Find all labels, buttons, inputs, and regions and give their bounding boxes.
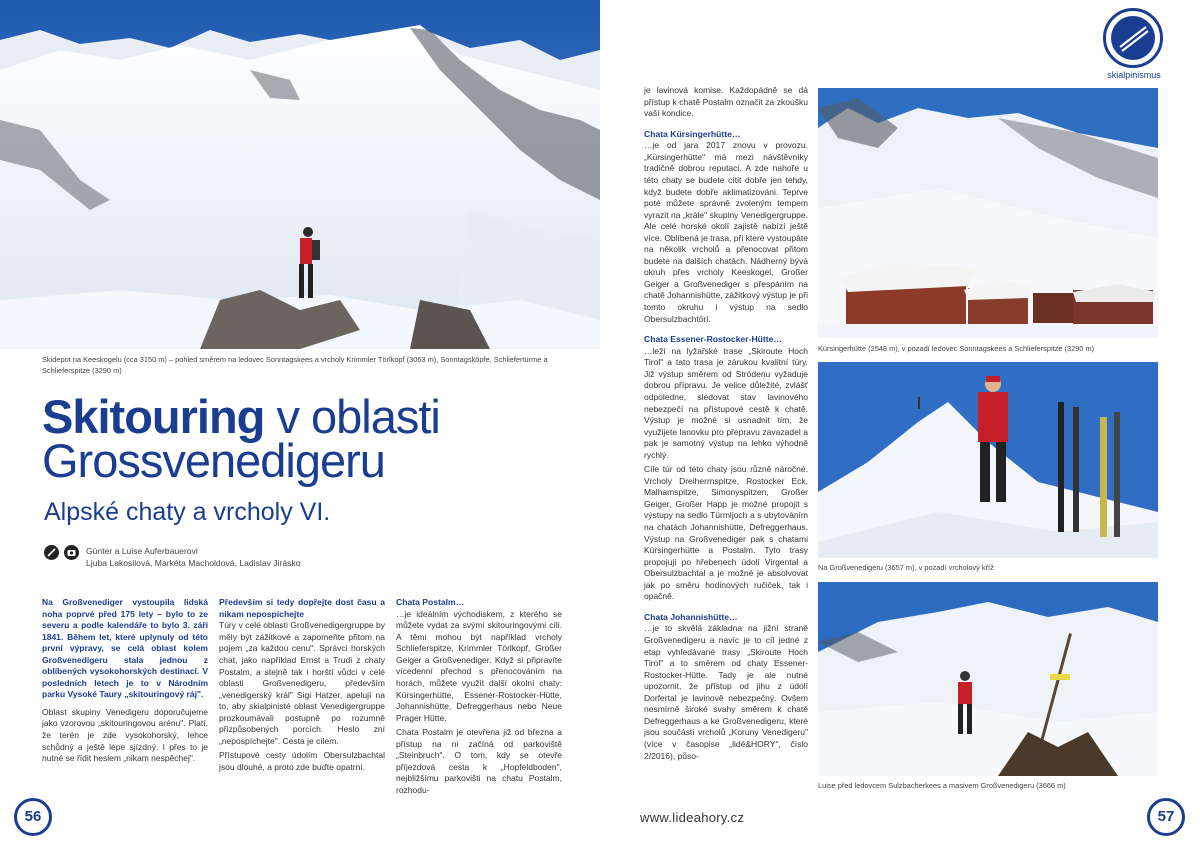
article-subtitle: Alpské chaty a vrcholy VI. — [44, 498, 331, 526]
page-number-right: 57 — [1147, 798, 1185, 836]
column-1 — [42, 597, 208, 768]
paragraph: Oblast skupiny Venedigeru doporučujeme jako vzorovou „skitouringovou arénu". Platí, že terén je zde vysokohorský, lehce schůdný a ještě lépe sjízdný. I přes to je nutné se řídit heslem „nikam nespěchej". — [42, 706, 208, 764]
paragraph: …je to skvělá základna na jižní straně Großvenedigeru a navíc je to cíl jedné z etap vyhledávané trasy „Skiroute Hoch Tirol" a to směrem od chaty Essener-Rostocker-Hütte. Tady je ale nutné upozornit, že přístup od jihu z údolí Dorfertal je lavinově nebezpečný. Ovšem nesmírně široké svahy směrem k chatě Defreggerhaus a ke Großvenedigeru, které jsou součástí vrcholů „Koruny Venedigeru" (více v časopise „lidé&HORY", číslo 2/2016), půso- — [644, 623, 808, 761]
page-number-left: 56 — [14, 798, 52, 836]
lead-paragraph: Na Großvenediger vystoupila lidská noha poprvé před 175 lety – bylo to ze severu a podle kalendáře to bylo 3. září 1841. Během let, které uplynuly od této první výpravy, se celá oblast kolem Großvenedigeru stala jednou z oblíbených vysokohorských destinací. V posledních letech je to v Národním parku Vysoké Taury „skitouringový ráj". — [42, 597, 208, 700]
website-url[interactable]: www.lideahory.cz — [640, 810, 745, 825]
section-heading: Chata Postalm… — [396, 597, 465, 607]
section-label: skialpinismus — [1107, 70, 1161, 80]
paragraph: …je ideálním východiskem, z kterého se můžete vydat za svými skitouringovými cíli. A těmi mohou být například vrcholy Schlieferspitze, Krimmler Törlkopf, Großer Geiger a Großvenediger. Když si připravíte vícedenní přechod s přenocováním na horách, můžete využít další okolní chaty: Kürsingerhütte, Essener-Rostocker-Hütte, Johannishütte, Defreggerhaus nebo Neue Prager Hütte. — [396, 608, 562, 723]
pen-icon — [44, 545, 59, 560]
paragraph: …je od jara 2017 znovu v provozu. „Kürsingerhütte" má mezi návštěvníky tradičně dobrou reputaci. A zde nahoře u této chaty se budete cítit dobře jen tehdy, když budete dobře aklimatizováni. Teprve poté můžete správně zvoleným tempem vyrazit na „krále" skupiny Venedigergruppe. Ale celé horské okolí zajistě nabízí ještě více. Oblíbená je trasa, při které vystoupáte na několik vrcholů a přenocovat přitom budete na dalších chatách. Nádherný bývá okruh přes vrcholy Keeskogel, Großer Geiger a Großvenediger s přespáním na chatě Johannishütte, zážitkový výstup je při tomto okruhu i výstup na sedlo Obersulzbachtörl. — [644, 140, 808, 324]
summit-photo-caption: Na Großvenedigeru (3657 m), v pozadí vrcholový kříž — [818, 563, 994, 572]
section-heading: Chata Kürsingerhütte… — [644, 128, 741, 139]
title-part-2: Grossvenedigeru — [42, 434, 385, 487]
camera-icon — [64, 545, 79, 560]
paragraph: je lavinová komise. Každopádně se dá přístup k chatě Postalm označit za zkoušku vaší kondice. — [644, 85, 808, 119]
glacier-photo-caption: Luise před ledovcem Sulzbacherkees a masivem Großvenedigeru (3666 m) — [818, 781, 1066, 790]
author-photo: Ljuba Lakosilová, Markéta Macholdová, Ladislav Jirásko — [86, 558, 301, 569]
ski-icon — [1106, 11, 1160, 65]
paragraph: Přístupové cesty údolím Obersulzbachtal jsou dlouhé, a proto zde buďte opatrní. — [219, 750, 385, 772]
title-part-1: v oblasti — [264, 390, 440, 443]
section-badge — [1103, 8, 1163, 68]
paragraph: Túry v celé oblasti Großvenedigergruppe by měly být zážitkové a zapomeňte přitom na pojem „za každou cenu". Správci horských chat, jako například Ernst a Trudi z chaty Postalm, a stejně tak i horští vůdci v celé oblasti Großvenedigeru, především „venedigerský král" Sigi Hatzer, apelují na to, aby skialpinisté oblast Venedigergruppe prozkoumávali postupně po rozumně přizpůsobených porcích. Heslo zní „nepospíchejte". Cesta je cílem. — [219, 620, 385, 746]
title-bold: Skitouring — [42, 390, 265, 443]
paragraph: Chata Postalm je otevřena již od března a přístup na ni začíná od parkoviště „Steinbruch". O tom, kdy se otevře příjezdová cesta k „Hopfeldboden", nejbližšímu parkovišti na chatu Postalm, rozhodu- — [396, 727, 562, 795]
main-photo-caption: Skidepot na Keeskogelu (cca 3150 m) – pohled směrem na ledovec Sonntagskees a vrcholy Krimmler Törlkopf (3063 m), Sonntagsköpfe, Schliefertürme a Schlieferspitze (3290 m) — [42, 355, 548, 375]
section-heading: Chata Essener-Rostocker-Hütte… — [644, 334, 783, 345]
column-4 — [644, 85, 808, 765]
section-heading: Především si tedy dopřejte dost času a nikam nepospíchejte — [219, 597, 385, 619]
paragraph: …leží na lyžařské trase „Skiroute Hoch Tirol" a tato trasa je zárukou kvalitní túry. Již výstup směrem od Strödenu vyžaduje dobrou přípravu. Je velice důležité, zvlášť odpoledne, sledovat stav lavinového nebezpečí na přístupové cestě k chatě. Výstup je možné si usnadnit tím, že využijete lanovku pro přepravu zavazadel a pak je samotný výstup na lehko výhodně rychlý. — [644, 345, 808, 460]
paragraph: Cíle túr od této chaty jsou různě náročné. Vrcholy Dreiherrnspitze, Rostocker Eck, Malhamspitze, Simonyspitzen, Großer Geiger, Großer Happ je možné propojit s výstupy na sedlo Türmljoch a s ubytováním na chatách Johannishütte, Defreggerhaus. Výstup na Großvenediger pak s chatami Kürsingerhütte a Postalm. Tyto trasy propojují po hřebenech údolí Virgental a Obersulzbachtal a je možné je absolvovat jak po směru hodinových ručiček, tak i opačně. — [644, 464, 808, 602]
hut-photo — [818, 88, 1158, 338]
main-mountain-photo — [0, 0, 600, 349]
column-3 — [396, 597, 562, 799]
summit-photo — [818, 362, 1158, 558]
section-heading: Chata Johannishütte… — [644, 611, 738, 622]
authors — [86, 545, 300, 569]
column-2 — [219, 597, 385, 776]
article-title — [42, 390, 512, 487]
hut-photo-caption: Kürsingerhütte (2548 m), v pozadí ledovec Sonntagskees a Schlieferspitze (3290 m) — [818, 344, 1095, 353]
glacier-photo — [818, 582, 1158, 776]
author-text: Günter a Luise Auferbauerovi — [86, 546, 198, 556]
